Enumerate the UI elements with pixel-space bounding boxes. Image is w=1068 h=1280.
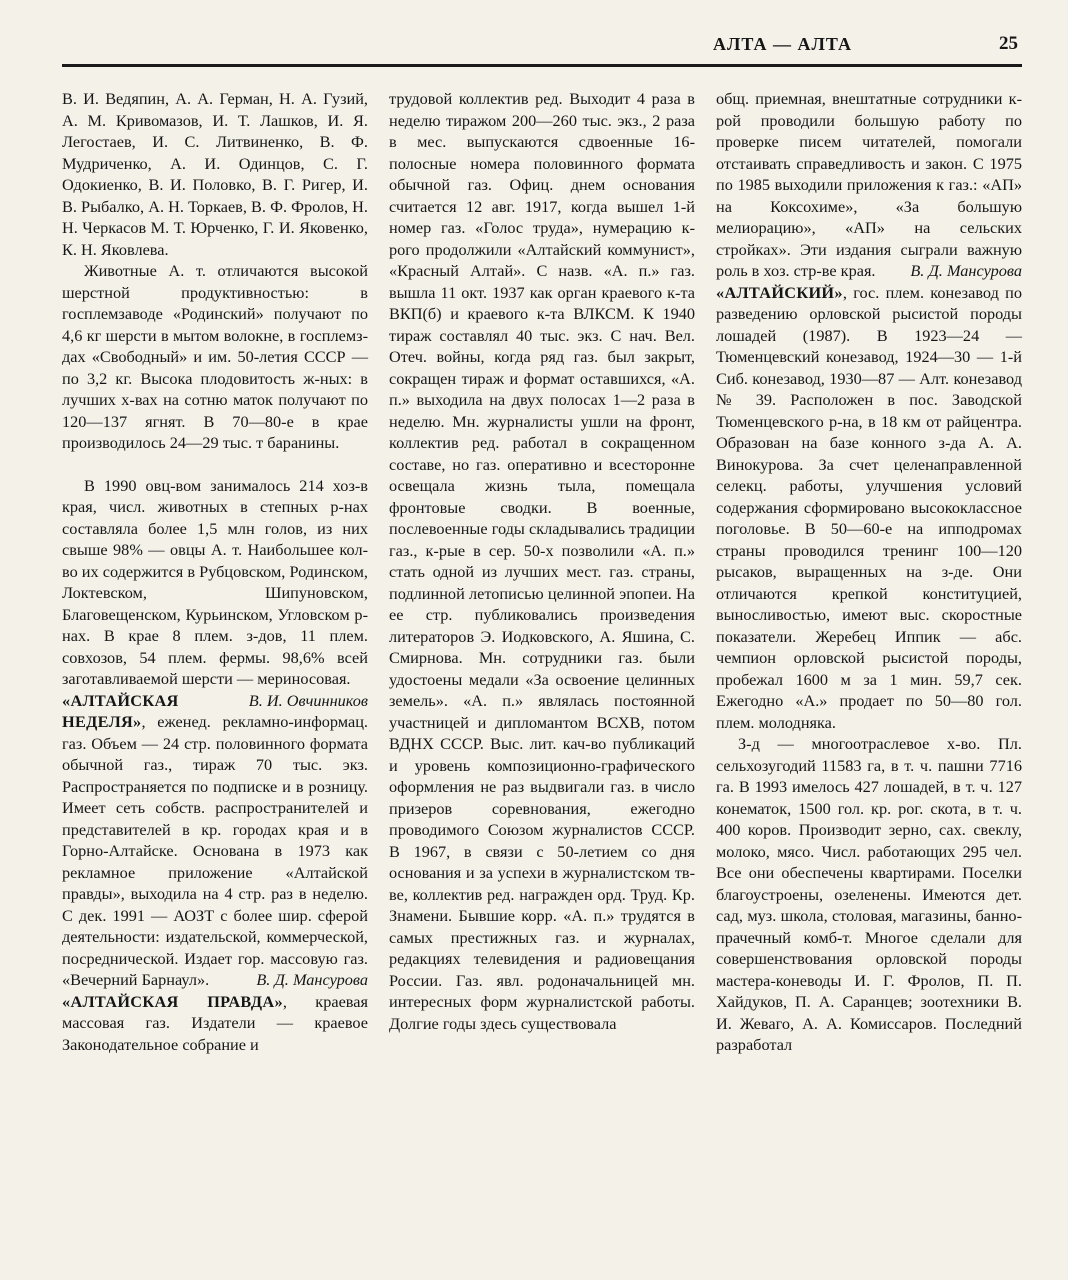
column-2	[389, 88, 695, 1268]
paragraph	[62, 475, 368, 710]
author-signature: В. Д. Мансурова	[256, 970, 368, 989]
entry-altayskaya-pravda	[62, 991, 368, 1056]
entry-altayskaya-nedelya	[62, 690, 368, 991]
paragraph: В. И. Ведяпин, А. А. Герман, Н. А. Гузий, А. М. Кривомазов, И. Т. Лашков, И. Я. Легостаев, И. С. Литвиненко, В. Ф. Мудриченко, А. И. Одинцов, С. Г. Одокиенко, В. И. Половко, В. Г. Ригер, И. В. Рыбалко, А. Н. Торкаев, В. Ф. Фролов, Н. Н. Черкасов М. Т. Юрченко, Г. И. Яковенко, К. Н. Яковлева.	[62, 89, 368, 259]
running-head: АЛТА — АЛТА	[712, 34, 852, 54]
paragraph	[716, 88, 1022, 282]
paragraph: Животные А. т. отличаются высокой шерстной продуктивностью: в госплемзаводе «Родинский» получают по 4,6 кг шерсти в мытом волокне, в госплемз-дах «Свободный» и им. 50-летия СССР — по 3,2 кг. Высока плодовитость ж-ных: в лучших х-вах на сотню маток получают по 120—137 ягнят. В 70—80-е в крае производилось 24—29 тыс. т баранины.	[62, 261, 368, 452]
paragraph-text: общ. приемная, внештатные сотрудники к-рой проводили большую работу по проверке писем читателей, помогали отстаивать справедливость и закон. С 1975 по 1985 выходили приложения к газ.: «АП» на Коксохиме», «За большую мелиорацию», «АП» на сельских стройках». Эти издания сыграли важную роль в хоз. стр-ве края.	[716, 89, 1022, 280]
entry-heading: «АЛТАЙСКАЯ НЕДЕЛЯ»	[62, 690, 179, 731]
entry-heading: «АЛТАЙСКИЙ»	[716, 282, 843, 302]
entry-text: , еженед. рекламно-информац. газ. Объем — 24 стр. половинного формата обычной газ., тираж 70 тыс. экз. Распространяется по подписке и в розницу. Имеет сеть собств. распространителей и представителей в кр. городах края и в Горно-Алтайске. Основана в 1973 как рекламное приложение «Алтайской правды», выходила на 4 стр. раз в неделю. С дек. 1991 — АОЗТ с более шир. сферой деятельности: издательской, коммерческой, посреднической. Издает гор. массовую газ. «Вечерний Барнаул».	[62, 712, 368, 989]
entry-text: , краевая массовая газ. Издатели — краевое Законодательное собрание и	[62, 991, 368, 1054]
paragraph: трудовой коллектив ред. Выходит 4 раза в неделю тиражом 200—260 тыс. экз., 2 раза в мес. выпускаются сдвоенные 16-полосные номера половинного формата обычной газ. Офиц. днем основания считается 12 авг. 1917, когда вышел 1-й номер газ. «Голос труда», нумерацию к-рого продолжили «Алтайский коммунист», «Красный Алтай». С назв. «А. п.» газ. вышла 11 окт. 1937 как орган краевого к-та ВКП(б) и краевого к-та ВЛКСМ. К 1940 тираж составлял 40 тыс. экз. С нач. Вел. Отеч. войны, когда ряд газ. был закрыт, сокращен тираж и формат оставшихся, «А. п.» выходила на двух полосах 1—2 раза в неделю. Мн. журналисты ушли на фронт, коллектив ред. работал в сокращенном составе, но газ. оперативно и всесторонне освещала жизнь тыла, помещала фронтовые сводки. В военные, послевоенные годы складывались традиции газ., к-рые в сер. 50-х позволили «А. п.» стать одной из лучших мест. газ. страны, подлинной летописью целинной эпопеи. На ее стр. публиковались произведения литераторов Э. Иодковского, А. Яшина, С. Смирнова. Мн. сотрудники газ. были удостоены медали «За освоение целинных земель». «А. п.» являлась постоянной участницей и дипломантом ВСХВ, потом ВДНХ СССР. Выс. лит. кач-во публикаций и уровень композиционно-графического оформления не раз выдвигали газ. в число призеров соревнования, ежегодно проводимого Союзом журналистов СССР. В 1967, в связи с 50-летием со дня основания и за успехи в журналистском тв-ве, коллектив ред. награжден орд. Труд. Кр. Знамени. Бывшие корр. «А. п.» трудятся в самых престижных газ. и журналах, редакциях телевидения и радиовещания России. Газ. явл. родоначальницей мн. интересных форм журналистской работы. Долгие годы здесь существовала	[389, 89, 695, 1033]
page-header	[62, 30, 1022, 67]
entry-altayskiy	[716, 282, 1022, 734]
author-signature: В. Д. Мансурова	[910, 261, 1022, 280]
page-number: 25	[999, 33, 1018, 54]
text-columns	[62, 88, 1022, 1268]
paragraph: З-д — многоотраслевое х-во. Пл. сельхозугодий 11583 га, в т. ч. пашни 7716 га. В 1993 имелось 427 лошадей, в т. ч. 127 конематок, 1500 гол. кр. рог. скота, в т. ч. 400 коров. Производит зерно, сах. свеклу, молоко, мясо. Числ. работающих 295 чел. Все они обеспечены квартирами. Поселки благоустроены, озеленены. Имеются дет. сад, муз. школа, столовая, магазины, банно-прачечный комб-т. Многое сделали для совершенствования орловской породы мастера-коневоды И. Г. Фролов, П. П. Хайдуков, П. А. Саранцев; зоотехники В. И. Жеваго, А. А. Комиссаров. Последний разработал	[716, 734, 1022, 1054]
entry-heading: «АЛТАЙСКАЯ ПРАВДА»	[62, 991, 283, 1011]
column-3	[716, 88, 1022, 1268]
author-signature: В. И. Овчинников	[248, 690, 368, 710]
column-1	[62, 88, 368, 1268]
paragraph-text: В 1990 овц-вом занималось 214 хоз-в края, числ. животных в степных р-нах составляла более 1,5 млн голов, из них свыше 98% — овцы А. т. Наибольшее кол-во их содержится в Рубцовском, Родинском, Локтевском, Шипуновском, Благовещенском, Курьинском, Угловском р-нах. В крае 8 плем. з-дов, 11 плем. совхозов, 54 плем. фермы. 98,6% всей заготавливаемой шерсти — мериносовая.	[62, 475, 368, 688]
entry-text: , гос. плем. конезавод по разведению орловской рысистой породы лошадей (1987). В 1923—24 — Тюменцевский конезавод, 1924—30 — 1-й Сиб. конезавод, 1930—87 — Алт. конезавод № 39. Расположен в пос. Заводской Тюменцевского р-на, в 18 км от райцентра. Образован на базе конного з-да А. А. Винокурова. За счет целенаправленной селекц. работы, улучшения условий содержания сформировано высококлассное поголовье. В 50—60-е на ипподромах страны проводился тренинг 100—120 рысаков, выращенных на з-де. Они отличаются крепкой конституцией, выносливостью, имеют выс. скоростные показатели. Жеребец Иппик — абс. чемпион орловской рысистой породы, пробежал 1600 м за 1 мин. 59,7 сек. Ежегодно «А.» продает по 50—80 гол. плем. молодняка.	[716, 282, 1022, 732]
